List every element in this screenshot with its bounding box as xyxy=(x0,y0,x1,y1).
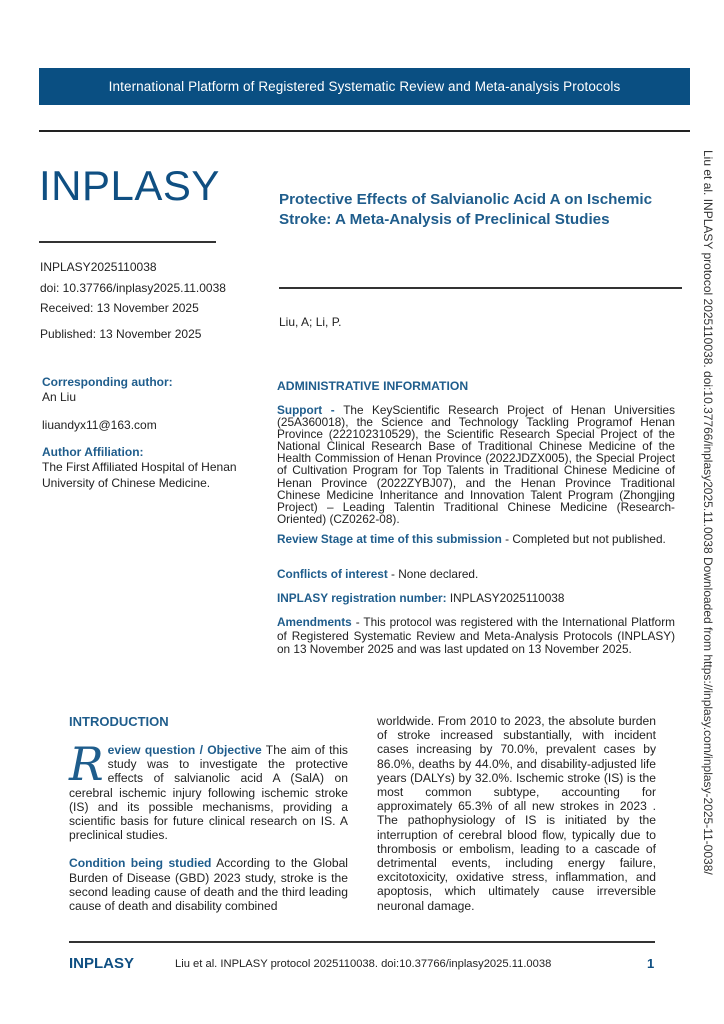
registration-paragraph xyxy=(277,592,675,604)
download-stamp: Liu et al. INPLASY protocol 2025110038. doi:10.37766/inplasy2025.11.0038 Downloaded from https://inplasy.com/inplasy-2025-11-0038/ xyxy=(701,150,715,875)
published-date: Published: 13 November 2025 xyxy=(40,327,202,341)
conflicts-paragraph xyxy=(277,568,675,580)
objective-text: The aim of this study was to investigate the protective effects of salvianolic acid A (SalA) on cerebral ischemic injury following ischemic stroke (IS) and its possible mechanisms, providing a scientific basis for future clinical research on IS. A preclinical studies. xyxy=(69,743,348,843)
affiliation-label: Author Affiliation: xyxy=(42,445,144,459)
corresponding-author-name: An Liu xyxy=(42,390,77,404)
amendments-label: Amendments xyxy=(277,615,352,629)
amendments-paragraph xyxy=(277,616,675,657)
condition-paragraph xyxy=(69,856,348,913)
introduction-heading: INTRODUCTION xyxy=(69,714,169,729)
review-stage-text: - Completed but not published. xyxy=(501,532,666,546)
registration-id: INPLASY2025110038 xyxy=(40,260,157,274)
article-title xyxy=(279,190,679,230)
journal-banner-text: International Platform of Registered Systematic Review and Meta-analysis Protocols xyxy=(108,79,621,94)
footer-brand: INPLASY xyxy=(69,955,135,972)
registration-text: INPLASY2025110038 xyxy=(446,591,565,605)
condition-label: Condition being studied xyxy=(69,856,212,871)
dropcap-letter: R xyxy=(69,737,104,791)
support-text: The KeyScientific Research Project of Henan Universities (25A360018), the Science and Technology Tackling Programof Henan Province (222102310529), the Scientific Research Special Project of the National Clinical Research Base of Traditional Chinese Medicine of the Health Commission of Henan Province (2022JDZX005), the Special Project of Cultivation Program for Top Talents in Traditional Chinese Medicine of Henan Province (2022ZYBJ07), and the Henan Province Traditional Chinese Medicine Inheritance and Innovation Talent Program (Zhongjing Project) – Leading Talentin Traditional Chinese Medicine (Research-Oriented) (CZ0262-08). xyxy=(277,403,675,526)
introduction-column-1 xyxy=(69,737,348,914)
condition-text-col1: According to the Global Burden of Disease (GBD) 2023 study, stroke is the second leading cause of death and the third leading cause of death and disability combined xyxy=(69,856,348,914)
review-stage-paragraph xyxy=(277,533,675,545)
registration-label: INPLASY registration number: xyxy=(277,591,447,605)
doi[interactable]: doi: 10.37766/inplasy2025.11.0038 xyxy=(40,281,226,295)
title-divider xyxy=(279,287,682,289)
inplasy-logo: INPLASY xyxy=(39,162,220,209)
admin-info-heading: ADMINISTRATIVE INFORMATION xyxy=(277,379,469,393)
review-stage-label: Review Stage at time of this submission xyxy=(277,532,502,546)
article-title-line-1: Protective Effects of Salvianolic Acid A on Ischemic xyxy=(279,191,653,208)
article-title-line-2: Stroke: A Meta-Analysis of Preclinical Studies xyxy=(279,211,610,228)
objective-label: eview question / Objective xyxy=(107,743,262,757)
objective-paragraph xyxy=(69,737,348,843)
corresponding-author-block xyxy=(42,375,262,491)
page-number: 1 xyxy=(647,956,655,971)
condition-text-col2: worldwide. From 2010 to 2023, the absolute burden of stroke increased substantially, with incident cases increasing by 70.0%, prevalent cases by 86.0%, deaths by 44.0%, and disability-adjusted life years (DALYs) by 32.0%. Ischemic stroke (IS) is the most common subtype, accounting for approximately 65.3% of all new strokes in 2023 . The pathophysiology of IS is initiated by the interruption of cerebral blood flow, typically due to thrombosis or embolism, leading to a cascade of detrimental events, including energy failure, excitotoxicity, oxidative stress, inflammation, and apoptosis, which ultimately cause irreversible neuronal damage. xyxy=(377,714,656,913)
authors: Liu, A; Li, P. xyxy=(279,315,342,329)
introduction-column-2 xyxy=(377,714,656,913)
support-paragraph xyxy=(277,404,675,525)
corresponding-author-email[interactable]: liuandyx11@163.com xyxy=(42,418,157,432)
received-date: Received: 13 November 2025 xyxy=(40,301,199,315)
support-label: Support - xyxy=(277,403,344,417)
header-divider xyxy=(39,130,690,132)
journal-banner xyxy=(39,68,690,105)
amendments-text: - This protocol was registered with the International Platform of Registered Systematic Review and Meta-Analysis Protocols (INPLASY) on 13 November 2025 and was last updated on 13 November 2025. xyxy=(277,615,675,656)
footer-divider xyxy=(69,941,655,943)
conflicts-label: Conflicts of interest xyxy=(277,567,388,581)
footer-citation: Liu et al. INPLASY protocol 2025110038. doi:10.37766/inplasy2025.11.0038 xyxy=(175,958,552,970)
conflicts-text: - None declared. xyxy=(387,567,479,581)
affiliation-text: The First Affiliated Hospital of Henan University of Chinese Medicine. xyxy=(42,460,237,490)
corresponding-author-label: Corresponding author: xyxy=(42,375,173,389)
logo-divider xyxy=(39,241,216,243)
